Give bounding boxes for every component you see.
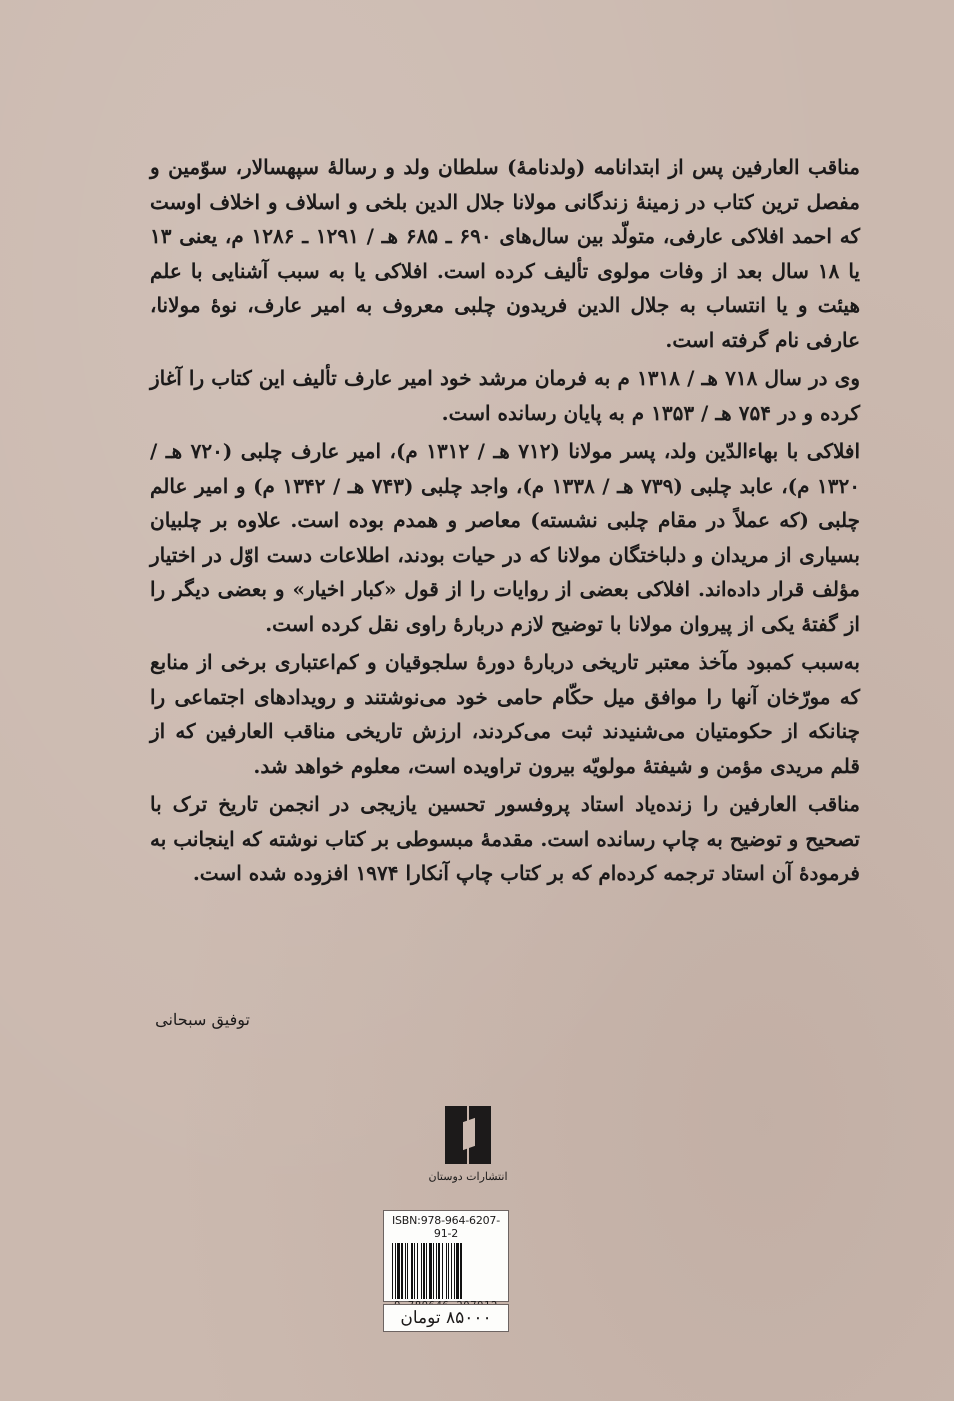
publisher-logo-icon <box>445 1106 491 1164</box>
blurb-paragraph: وی در سال ۷۱۸ هـ / ۱۳۱۸ م به فرمان مرشد خود امیر عارف تألیف این کتاب را آغاز کرده و در ۷۵۴ هـ / ۱۳۵۳ م به پایان رسانده است. <box>150 366 860 425</box>
blurb-paragraph: به‌سبب کمبود مآخذ معتبر تاریخی دربارهٔ دورهٔ سلجوقیان و کم‌اعتباری برخی از منابع که مورّخان آنها را موافق میل حکّام حامی خود می‌نوشتند و رویدادهای اجتماعی را چنانکه از حکومتیان می‌شنیدند ثبت می‌کردند، ارزش تاریخی مناقب العارفین که از قلم مریدی مؤمن و شیفتهٔ مولویّه بیرون تراویده است، معلوم خواهد شد. <box>150 650 860 778</box>
blurb-paragraph: افلاکی با بهاءالدّین ولد، پسر مولانا (۷۱۲ هـ / ۱۳۱۲ م)، امیر عارف چلبی (۷۲۰ هـ / ۱۳۲۰ م)، عابد چلبی (۷۳۹ هـ / ۱۳۳۸ م)، واجد چلبی (۷۴۳ هـ / ۱۳۴۲ م) و امیر عالم چلبی (که عملاً در مقام چلبی نشسته) معاصر و همدم بوده است. علاوه بر چلبیان بسیاری از مریدان و دلباختگان مولانا که در حیات بودند، اطلاعات دست اوّل در اختیار مؤلف قرار داده‌اند. افلاکی بعضی از روایات را از قول «کبار اخیار» و بعضی دیگر را از گفتهٔ یکی از پیروان مولانا با توضیح لازم دربارهٔ راوی نقل کرده است. <box>150 439 861 636</box>
blurb-paragraph: مناقب العارفین پس از ابتدانامه (ولدنامهٔ) سلطان ولد و رسالهٔ سپهسالار، سوّمین و مفصل ترین کتاب در زمینهٔ زندگانی مولانا جلال الدین بلخی و اسلاف و اخلاف اوست که احمد افلاکی عارفی، متولّد بین سال‌های ۶۹۰ ـ ۶۸۵ هـ / ۱۲۹۱ ـ ۱۲۸۶ م، یعنی ۱۳ یا ۱۸ سال بعد از وفات مولوی تألیف کرده است. افلاکی یا به سبب آشنایی با علم هیئت و یا انتساب به جلال الدین فریدون چلبی معروف به امیر عارف، نوهٔ مولانا، عارفی نام گرفته است. <box>150 155 860 352</box>
publisher-name: انتشارات دوستان <box>428 1170 508 1183</box>
translator-signature: توفیق سبحانی <box>155 1010 250 1029</box>
publisher-logo <box>413 1106 523 1183</box>
blurb-text <box>150 150 860 895</box>
isbn-barcode <box>383 1210 509 1302</box>
price-label: ۸۵۰۰۰ تومان <box>383 1304 509 1332</box>
barcode-icon <box>390 1243 502 1299</box>
isbn-label: ISBN:978-964-6207-91-2 <box>391 1214 500 1240</box>
blurb-paragraph: مناقب العارفین را زنده‌یاد استاد پروفسور تحسین یازیجی در انجمن تاریخ ترک با تصحیح و توضیح به چاپ رسانده است. مقدمهٔ مبسوطی بر کتاب نوشته که اینجانب به فرمودهٔ آن استاد ترجمه کرده‌ام که بر کتاب چاپ آنکارا ۱۹۷۴ افزوده شده است. <box>150 792 860 885</box>
